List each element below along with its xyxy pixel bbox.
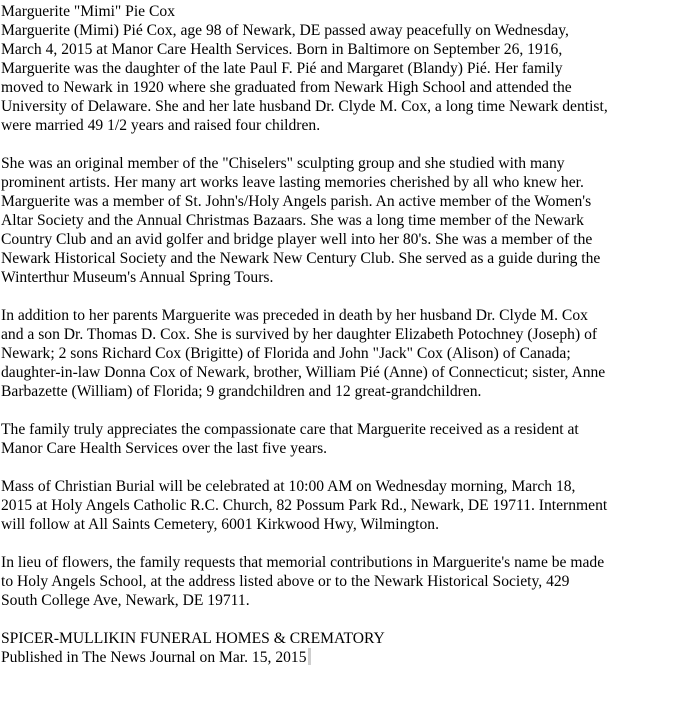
text-line: Altar Society and the Annual Christmas Bazaars. She was a long time member of the Newark [1,212,584,229]
text-line: Country Club and an avid golfer and bridge player well into her 80's. She was a member of the [1,231,593,248]
text-line: Marguerite was a member of St. John's/Holy Angels parish. An active member of the Women's [1,193,592,210]
text-line: The family truly appreciates the compassionate care that Marguerite received as a resident at [1,421,579,438]
text-line: prominent artists. Her many art works leave lasting memories cherished by all who knew her. [1,174,584,191]
text-line: She was an original member of the "Chiselers" sculpting group and she studied with many [1,155,565,172]
paragraph-family [1,306,699,401]
funeral-home-name: SPICER-MULLIKIN FUNERAL HOMES & CREMATORY [1,630,385,647]
obituary-title: Marguerite "Mimi" Pie Cox [1,3,175,20]
text-line: Marguerite was the daughter of the late Paul F. Pié and Margaret (Blandy) Pié. Her family [1,60,563,77]
footer-block [1,629,699,667]
text-line: Winterthur Museum's Annual Spring Tours. [1,269,274,286]
text-line: In lieu of flowers, the family requests that memorial contributions in Marguerite's name be made [1,554,605,571]
text-line: March 4, 2015 at Manor Care Health Services. Born in Baltimore on September 26, 1916, [1,41,563,58]
text-line: Newark; 2 sons Richard Cox (Brigitte) of Florida and John "Jack" Cox (Alison) of Canada; [1,345,571,362]
obituary-document [1,2,699,667]
text-line: Manor Care Health Services over the last five years. [1,440,328,457]
text-line: were married 49 1/2 years and raised four children. [1,117,321,134]
paragraph-gratitude [1,420,699,458]
paragraph-activities [1,154,699,287]
text-line: and a son Dr. Thomas D. Cox. She is survived by her daughter Elizabeth Potochney (Joseph) of [1,326,598,343]
text-line: In addition to her parents Marguerite was preceded in death by her husband Dr. Clyde M. Cox [1,307,588,324]
text-line: will follow at All Saints Cemetery, 6001 Kirkwood Hwy, Wilmington. [1,516,439,533]
publication-line [1,648,699,667]
text-line: daughter-in-law Donna Cox of Newark, brother, William Pié (Anne) of Connecticut; sister, Anne [1,364,606,381]
text-line: University of Delaware. She and her late husband Dr. Clyde M. Cox, a long time Newark dentist, [1,98,608,115]
paragraph-service [1,477,699,534]
paragraph-memorial [1,553,699,610]
text-line: Marguerite (Mimi) Pié Cox, age 98 of Newark, DE passed away peacefully on Wednesday, [1,22,569,39]
obituary-title-paragraph [1,2,699,21]
text-line: Barbazette (William) of Florida; 9 grandchildren and 12 great-grandchildren. [1,383,482,400]
text-line: South College Ave, Newark, DE 19711. [1,592,250,609]
text-line: 2015 at Holy Angels Catholic R.C. Church, 82 Possum Park Rd., Newark, DE 19711. Internment [1,497,608,514]
text-cursor [308,648,311,665]
paragraph-biography [1,21,699,135]
text-line: moved to Newark in 1920 where she graduated from Newark High School and attended the [1,79,572,96]
text-line: Newark Historical Society and the Newark New Century Club. She served as a guide during the [1,250,601,267]
text-line: Mass of Christian Burial will be celebrated at 10:00 AM on Wednesday morning, March 18, [1,478,576,495]
text-line: to Holy Angels School, at the address listed above or to the Newark Historical Society, 429 [1,573,570,590]
publication-text: Published in The News Journal on Mar. 15, 2015 [1,649,307,666]
